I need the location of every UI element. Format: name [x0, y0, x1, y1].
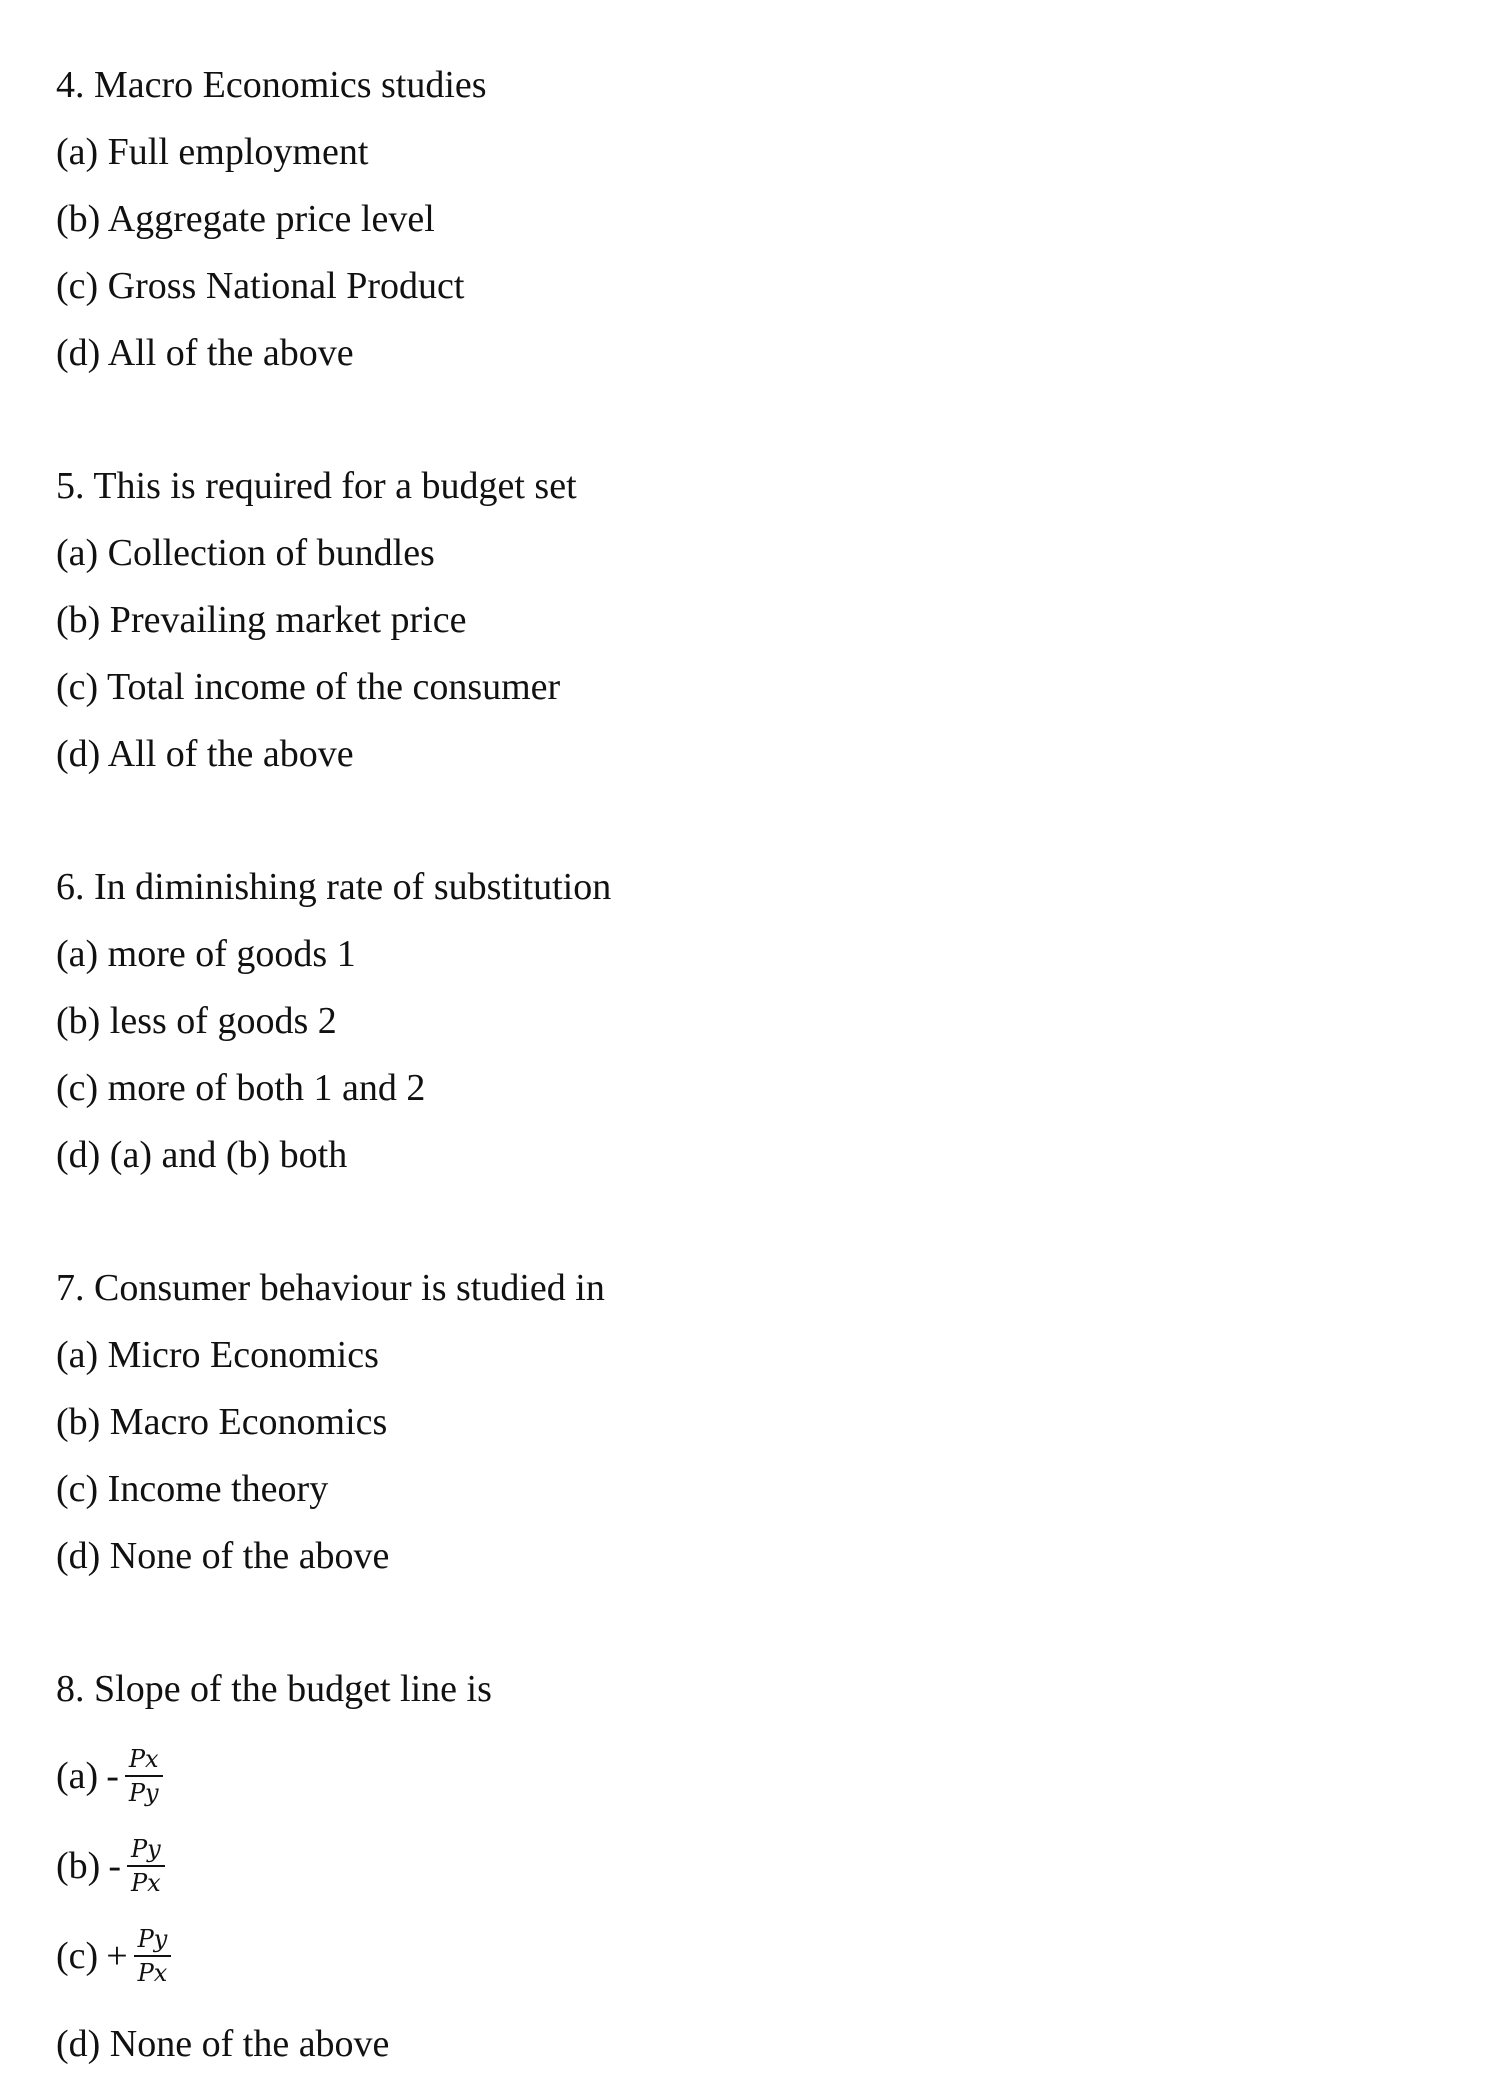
option-a: (a) more of goods 1: [56, 933, 356, 975]
question-text: 4. Macro Economics studies: [56, 64, 487, 106]
question-text: 7. Consumer behaviour is studied in: [56, 1267, 605, 1309]
option-d: (d) (a) and (b) both: [56, 1134, 348, 1176]
option-c: (c) more of both 1 and 2: [56, 1067, 426, 1109]
fraction-denominator: Py: [128, 1779, 159, 1807]
option-c: (c) Gross National Product: [56, 265, 465, 307]
option-b: (b) less of goods 2: [56, 1000, 337, 1042]
fraction-numerator: Py: [134, 1924, 172, 1957]
option-sign: +: [106, 1935, 128, 1977]
fraction: [134, 1924, 172, 1988]
option-sign: -: [106, 1755, 119, 1797]
option-prefix: (b): [56, 1845, 101, 1887]
fraction-denominator: Px: [137, 1959, 168, 1987]
option-d: (d) None of the above: [56, 1535, 390, 1577]
option-d: (d) None of the above: [56, 2023, 390, 2065]
option-prefix: (a): [56, 1755, 99, 1797]
document-page: [56, 52, 1465, 2078]
option-b: (b) Prevailing market price: [56, 599, 467, 641]
fraction: [127, 1834, 165, 1898]
question-7: [56, 1255, 1465, 1590]
question-6: [56, 854, 1465, 1189]
question-text: 8. Slope of the budget line is: [56, 1668, 492, 1710]
option-c: (c) Total income of the consumer: [56, 666, 561, 708]
option-sign: -: [108, 1845, 121, 1887]
fraction: [125, 1744, 163, 1808]
option-c: [56, 1911, 1465, 2001]
question-4: [56, 52, 1465, 387]
option-b: (b) Aggregate price level: [56, 198, 435, 240]
option-d: (d) All of the above: [56, 332, 354, 374]
question-8: [56, 1656, 1465, 2078]
question-text: 6. In diminishing rate of substitution: [56, 866, 612, 908]
fraction-numerator: Px: [125, 1744, 163, 1777]
question-text: 5. This is required for a budget set: [56, 465, 577, 507]
fraction-denominator: Px: [130, 1869, 161, 1897]
option-b: (b) Macro Economics: [56, 1401, 388, 1443]
option-a: (a) Micro Economics: [56, 1334, 379, 1376]
option-a: (a) Full employment: [56, 131, 369, 173]
option-c: (c) Income theory: [56, 1468, 329, 1510]
fraction-numerator: Py: [127, 1834, 165, 1867]
option-a: (a) Collection of bundles: [56, 532, 435, 574]
option-a: [56, 1731, 1465, 1821]
option-d: (d) All of the above: [56, 733, 354, 775]
option-b: [56, 1821, 1465, 1911]
question-5: [56, 453, 1465, 788]
option-prefix: (c): [56, 1935, 99, 1977]
